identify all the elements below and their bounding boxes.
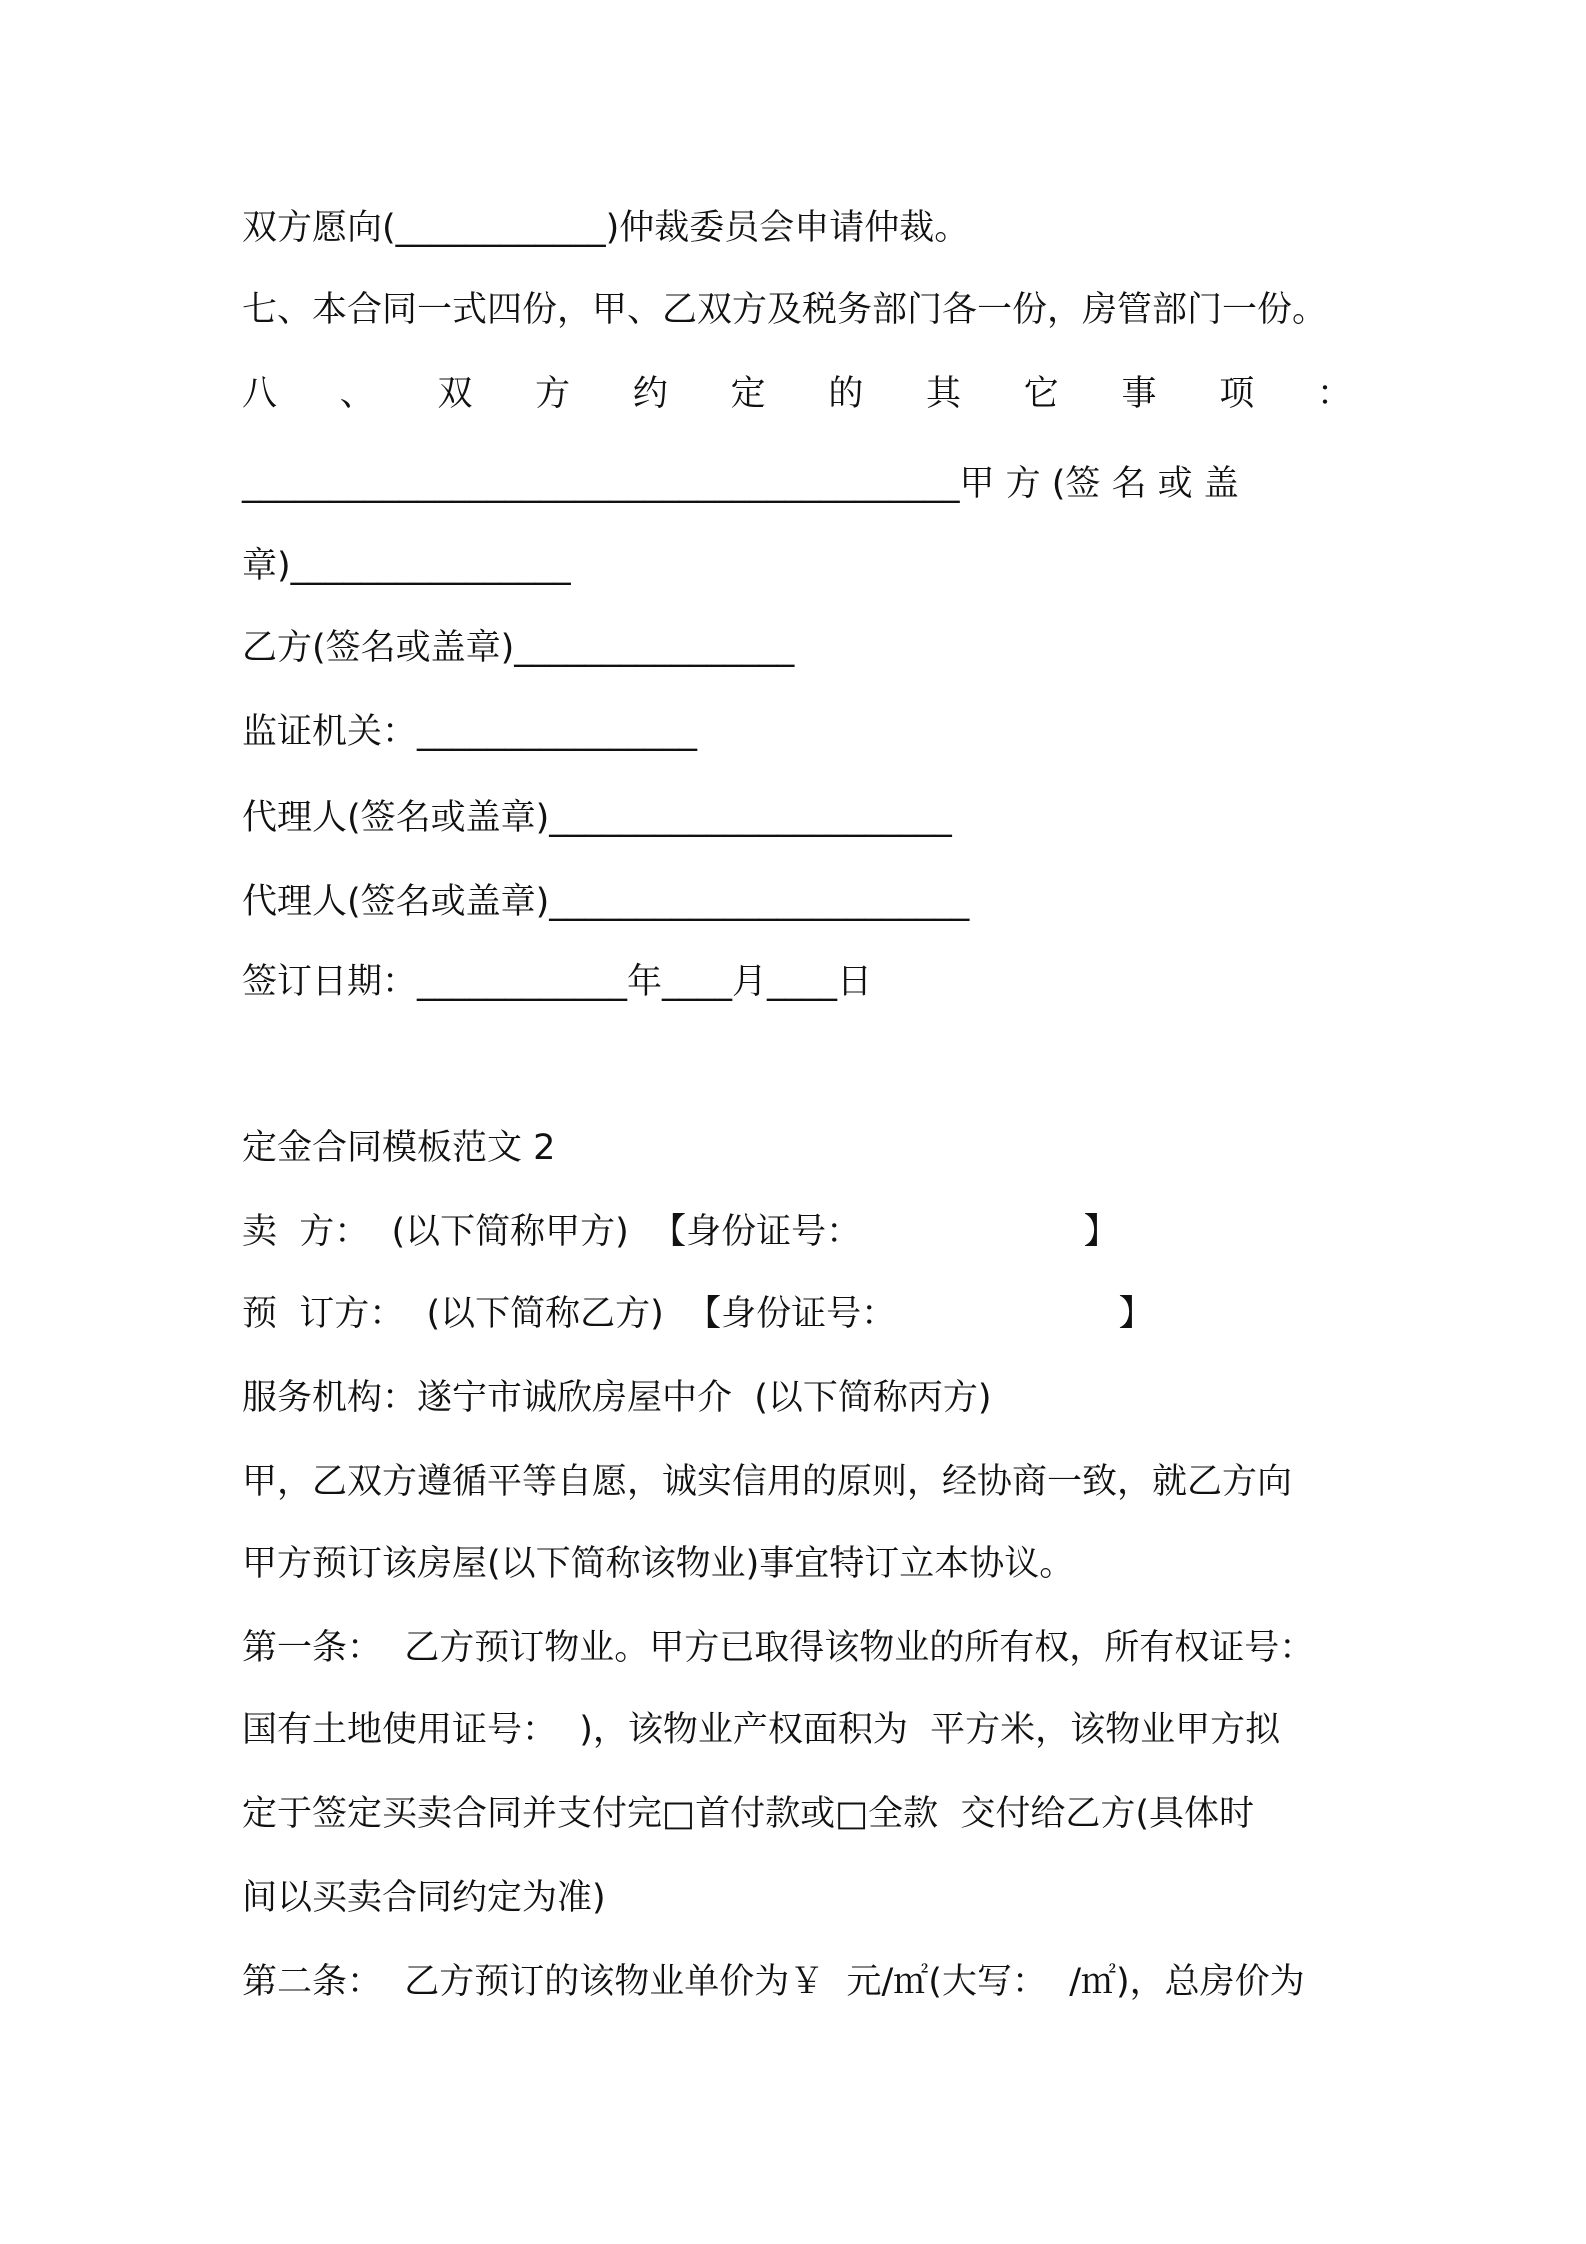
intro-paragraph-line-1: 甲，乙双方遵循平等自愿，诚实信用的原则，经协商一致，就乙方向 (242, 1462, 1293, 1502)
party-a-signature-line-2: 章)________________ (242, 546, 571, 586)
copies-clause: 七、本合同一式四份，甲、乙双方及税务部门各一份，房管部门一份。 (242, 290, 1328, 330)
agent-signature-line-2: 代理人(签名或盖章)________________________ (242, 882, 970, 922)
heading-char: 双 (437, 374, 473, 414)
heading-char: 事 (1121, 374, 1157, 414)
heading-char: 方 (535, 374, 571, 414)
agency-line: 服务机构：遂宁市诚欣房屋中介 (以下简称丙方) (242, 1378, 992, 1418)
party-a-signature-line-1: _________________________________________甲 方 (签 名 或 盖 (242, 464, 1239, 504)
heading-char: 的 (828, 374, 864, 414)
article-1-line-4: 间以买卖合同约定为准) (242, 1878, 606, 1918)
heading-char: 项 (1219, 374, 1255, 414)
party-b-signature-line: 乙方(签名或盖章)________________ (242, 628, 795, 668)
other-matters-heading (242, 372, 1352, 416)
article-1-line-3: 定于签定买卖合同并支付完□首付款或□全款 交付给乙方(具体时 (242, 1794, 1255, 1834)
heading-char: 定 (730, 374, 766, 414)
heading-char: 、 (339, 374, 375, 414)
heading-char: 其 (926, 374, 962, 414)
intro-paragraph-line-2: 甲方预订该房屋(以下简称该物业)事宜特订立本协议。 (242, 1544, 1075, 1584)
article-2-line-1: 第二条： 乙方预订的该物业单价为￥ 元/㎡(大写： /㎡)，总房价为 (242, 1962, 1305, 2002)
agent-signature-line-1: 代理人(签名或盖章)_______________________ (242, 798, 952, 838)
heading-char: ： (1316, 374, 1352, 414)
buyer-line: 预 订方： (以下简称乙方) 【身份证号： 】 (242, 1294, 1154, 1334)
heading-char: 它 (1023, 374, 1059, 414)
article-1-line-1: 第一条： 乙方预订物业。甲方已取得该物业的所有权，所有权证号： (242, 1628, 1315, 1668)
signing-date-line: 签订日期：____________年____月____日 (242, 962, 873, 1002)
witness-authority-line: 监证机关：________________ (242, 712, 698, 752)
section-title: 定金合同模板范文 2 (242, 1128, 556, 1168)
seller-line: 卖 方： (以下简称甲方) 【身份证号： 】 (242, 1212, 1119, 1252)
arbitration-line: 双方愿向(____________)仲裁委员会申请仲裁。 (242, 208, 970, 248)
heading-char: 八 (242, 374, 278, 414)
article-1-line-2: 国有土地使用证号： )，该物业产权面积为 平方米，该物业甲方拟 (242, 1710, 1281, 1750)
heading-char: 约 (632, 374, 668, 414)
